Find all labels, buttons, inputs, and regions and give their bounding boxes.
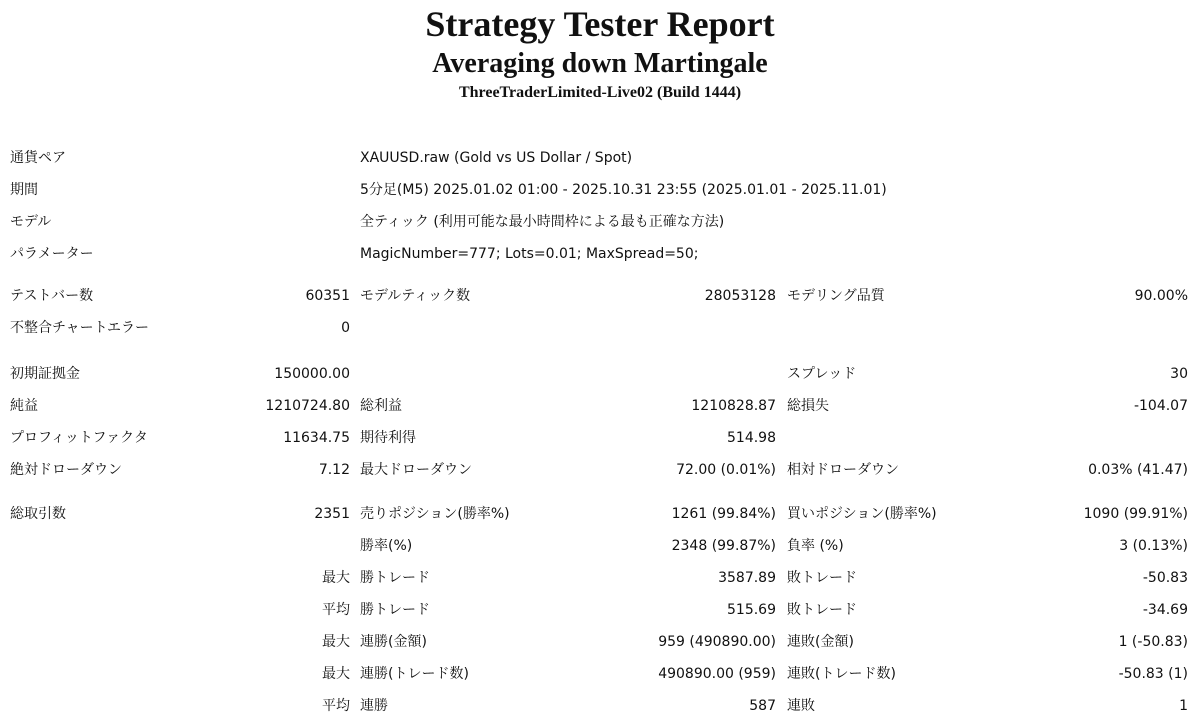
average-win-label: 勝トレード (360, 602, 430, 618)
report-title: Strategy Tester Report (425, 4, 775, 44)
server-build: ThreeTraderLimited-Live02 (Build 1444) (458, 84, 742, 101)
max-consecutive-wins-count-label: 連勝(トレード数) (360, 666, 469, 682)
spread-value: 30 (1170, 366, 1188, 382)
max-consecutive-wins-money-label: 連勝(金額) (360, 634, 427, 650)
average-win-value: 515.69 (727, 602, 776, 618)
gross-loss-value: -104.07 (1133, 398, 1188, 414)
rel-drawdown-value: 0.03% (41.47) (1088, 462, 1188, 478)
mismatch-label: 不整合チャートエラー (10, 320, 150, 336)
row-prefix: 最大 (322, 570, 350, 586)
short-positions-label: 売りポジション(勝率%) (360, 506, 510, 522)
bars-label: テストバー数 (10, 288, 94, 304)
net-profit-label: 純益 (10, 398, 38, 414)
info-label-period: 期間 (10, 182, 38, 198)
win-rate-label: 勝率(%) (360, 538, 413, 554)
max-consecutive-wins-count-value: 490890.00 (959) (658, 666, 776, 682)
expected-payoff-label: 期待利得 (360, 430, 416, 446)
info-value-parameters: MagicNumber=777; Lots=0.01; MaxSpread=50; (360, 246, 699, 262)
info-label-parameters: パラメーター (10, 246, 94, 262)
max-consecutive-losses-count-value: -50.83 (1) (1118, 666, 1188, 682)
expert-name: Averaging down Martingale (432, 48, 768, 79)
gross-loss-label: 総損失 (787, 398, 829, 414)
long-positions-value: 1090 (99.91%) (1083, 506, 1188, 522)
long-positions-label: 買いポジション(勝率%) (787, 506, 937, 522)
average-loss-label: 敗トレード (787, 602, 857, 618)
bars-value: 60351 (305, 288, 350, 304)
profit-factor-value: 11634.75 (283, 430, 350, 446)
loss-rate-value: 3 (0.13%) (1119, 538, 1188, 554)
rel-drawdown-label: 相対ドローダウン (787, 462, 899, 478)
profit-factor-label: プロフィットファクタ (10, 430, 148, 446)
info-label-symbol: 通貨ペア (10, 150, 66, 166)
net-profit-value: 1210724.80 (265, 398, 350, 414)
deposit-value: 150000.00 (274, 366, 350, 382)
row-prefix: 平均 (322, 698, 350, 714)
gross-profit-value: 1210828.87 (691, 398, 776, 414)
avg-consecutive-losses-value: 1 (1179, 698, 1188, 714)
total-trades-value: 2351 (314, 506, 350, 522)
largest-loss-value: -50.83 (1142, 570, 1188, 586)
max-consecutive-losses-money-value: 1 (-50.83) (1118, 634, 1188, 650)
largest-loss-label: 敗トレード (787, 570, 857, 586)
max-drawdown-value: 72.00 (0.01%) (676, 462, 776, 478)
abs-drawdown-value: 7.12 (318, 462, 350, 478)
max-consecutive-losses-money-label: 連敗(金額) (787, 634, 854, 650)
info-value-model: 全ティック (利用可能な最小時間枠による最も正確な方法) (360, 214, 725, 230)
avg-consecutive-wins-label: 連勝 (360, 698, 388, 714)
info-value-symbol: XAUUSD.raw (Gold vs US Dollar / Spot) (360, 150, 633, 166)
max-drawdown-label: 最大ドローダウン (360, 462, 472, 478)
avg-consecutive-losses-label: 連敗 (787, 698, 815, 714)
total-trades-label: 総取引数 (10, 506, 66, 522)
row-prefix: 最大 (322, 666, 350, 682)
win-rate-value: 2348 (99.87%) (671, 538, 776, 554)
mismatch-value: 0 (341, 320, 350, 336)
info-label-model: モデル (10, 214, 52, 230)
spread-label: スプレッド (787, 366, 857, 382)
expected-payoff-value: 514.98 (727, 430, 776, 446)
report-header (0, 0, 1200, 102)
avg-consecutive-wins-value: 587 (749, 698, 776, 714)
ticks-label: モデルティック数 (360, 288, 471, 304)
short-positions-value: 1261 (99.84%) (671, 506, 776, 522)
ticks-value: 28053128 (704, 288, 776, 304)
abs-drawdown-label: 絶対ドローダウン (10, 462, 122, 478)
loss-rate-label: 負率 (%) (787, 538, 844, 554)
average-loss-value: -34.69 (1142, 602, 1188, 618)
info-value-period: 5分足(M5) 2025.01.02 01:00 - 2025.10.31 23:55 (2025.01.01 - 2025.11.01) (360, 182, 887, 198)
deposit-label: 初期証拠金 (10, 366, 80, 382)
row-prefix: 平均 (322, 602, 350, 618)
quality-label: モデリング品質 (787, 288, 885, 304)
largest-win-value: 3587.89 (718, 570, 776, 586)
gross-profit-label: 総利益 (360, 398, 402, 414)
max-consecutive-wins-money-value: 959 (490890.00) (658, 634, 776, 650)
max-consecutive-losses-count-label: 連敗(トレード数) (787, 666, 896, 682)
quality-value: 90.00% (1134, 288, 1188, 304)
row-prefix: 最大 (322, 634, 350, 650)
largest-win-label: 勝トレード (360, 570, 430, 586)
